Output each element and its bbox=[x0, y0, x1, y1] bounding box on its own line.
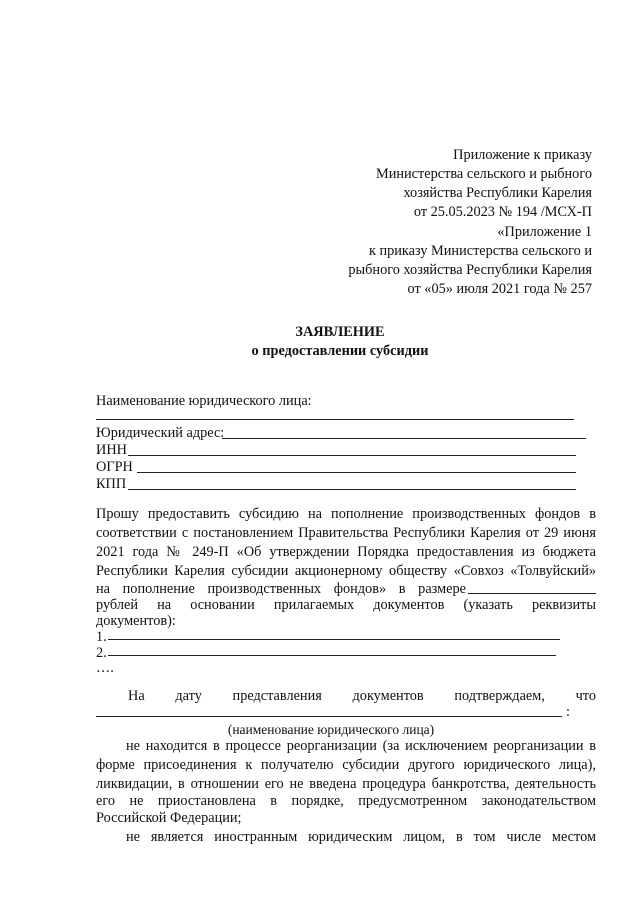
header-order-number: от 25.05.2023 № 194 /МСХ-П bbox=[413, 204, 592, 220]
address-label: Юридический адрес: bbox=[96, 425, 225, 441]
point-2-line-1: не является иностранным юридическим лицом, в том числе местом bbox=[126, 829, 596, 845]
confirm-colon: : bbox=[566, 704, 570, 720]
amount-field-line[interactable] bbox=[468, 593, 596, 594]
item-2-label: 2. bbox=[96, 645, 107, 661]
item-2-field-line[interactable] bbox=[108, 655, 556, 656]
kpp-field-line[interactable] bbox=[128, 489, 576, 490]
request-line-4: Республики Карелия субсидии акционерному обществу «Совхоз «Толвуйский» bbox=[96, 563, 596, 579]
point-1-line-4: его не приостановлена в порядке, предусмотренном законодательством bbox=[96, 793, 596, 809]
org-name-field-line[interactable] bbox=[96, 716, 562, 717]
item-1-field-line[interactable] bbox=[108, 639, 560, 640]
point-1-last-line: Российской Федерации; bbox=[96, 810, 242, 826]
point-1-line-1: не находится в процессе реорганизации (за исключением реорганизации в bbox=[126, 738, 596, 754]
header-line-8: от «05» июля 2021 года № 257 bbox=[407, 281, 592, 297]
page-subtitle: о предоставлении субсидии bbox=[251, 343, 429, 359]
kpp-label: КПП bbox=[96, 476, 127, 492]
request-line-5: на пополнение производственных фондов» в размере bbox=[96, 581, 466, 597]
header-line-3: хозяйства Республики Карелия bbox=[403, 185, 592, 201]
name-field-line[interactable] bbox=[96, 419, 574, 420]
page-title: ЗАЯВЛЕНИЕ bbox=[295, 324, 385, 340]
request-line-2: соответствии с постановлением Правительства Республики Карелия от 29 июня bbox=[96, 525, 596, 541]
inn-field-line[interactable] bbox=[128, 455, 576, 456]
name-label: Наименование юридического лица: bbox=[96, 393, 312, 409]
confirm-line: На дату представления документов подтверждаем, что bbox=[128, 688, 596, 704]
header-line-5: «Приложение 1 bbox=[497, 224, 592, 240]
org-name-caption: (наименование юридического лица) bbox=[227, 722, 435, 737]
ellipsis: …. bbox=[96, 660, 114, 676]
item-1-label: 1. bbox=[96, 629, 107, 645]
header-line-2: Министерства сельского и рыбного bbox=[375, 166, 592, 182]
header-line-1: Приложение к приказу bbox=[453, 147, 592, 163]
header-line-7: рыбного хозяйства Республики Карелия bbox=[348, 262, 592, 278]
inn-label: ИНН bbox=[96, 442, 127, 458]
header-line-6: к приказу Министерства сельского и bbox=[368, 243, 592, 259]
request-line-6: рублей на основании прилагаемых документов (указать реквизиты bbox=[96, 597, 596, 613]
request-line-1: Прошу предоставить субсидию на пополнение производственных фондов в bbox=[96, 506, 596, 522]
address-field-line[interactable] bbox=[222, 438, 586, 439]
ogrn-field-line[interactable] bbox=[137, 472, 576, 473]
point-1-line-2: форме присоединения к получателю субсидии другого юридического лица), bbox=[96, 757, 596, 773]
request-line-3: 2021 года № 249-П «Об утверждении Порядка предоставления из бюджета bbox=[96, 544, 596, 560]
point-1-line-3: ликвидации, в отношении его не введена процедура банкротства, деятельность bbox=[96, 776, 596, 792]
ogrn-label: ОГРН bbox=[96, 459, 133, 475]
request-last-line: документов): bbox=[96, 613, 176, 629]
